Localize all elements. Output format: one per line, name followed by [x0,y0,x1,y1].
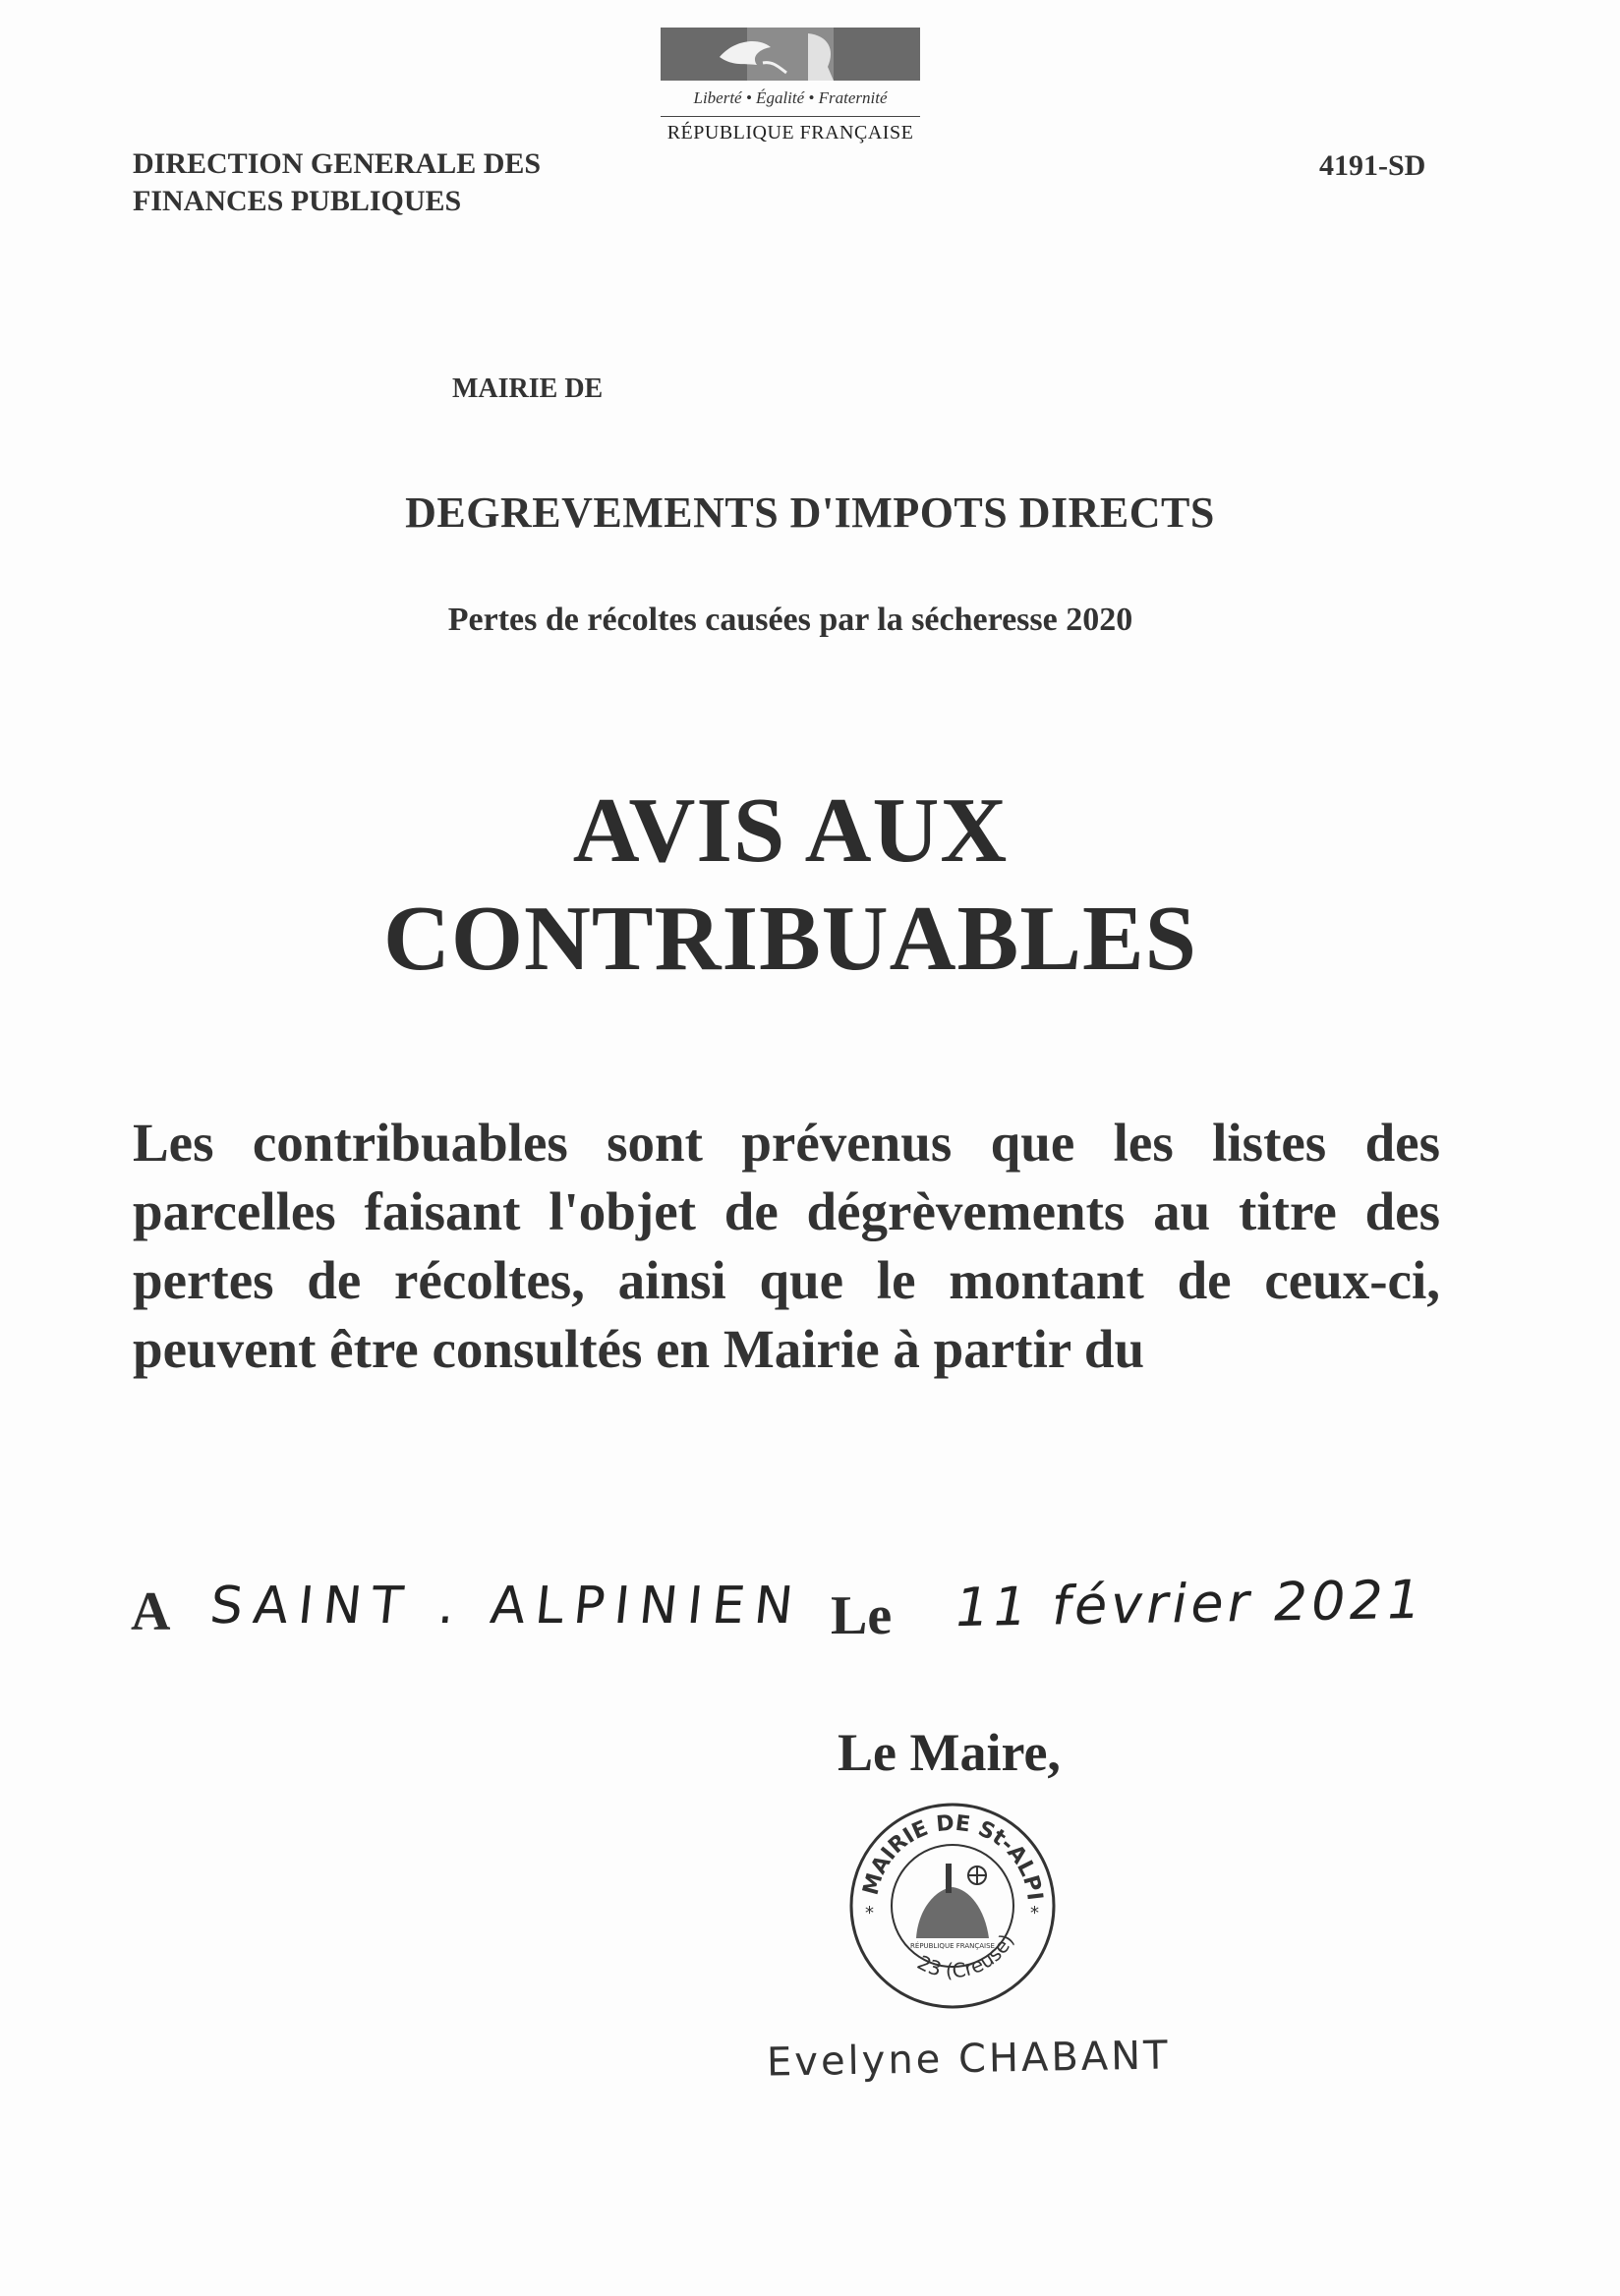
date-prefix: Le [831,1585,893,1646]
place-prefix: A [131,1581,171,1642]
svg-text:*: * [1030,1903,1039,1923]
marianne-emblem [661,28,920,81]
republic-motto: Liberté • Égalité • Fraternité [693,88,888,107]
signer-title: Le Maire, [838,1723,1061,1782]
stamp-text-top: MAIRIE DE St-ALPI [858,1810,1047,1902]
stamp-text-small: RÉPUBLIQUE FRANÇAISE [910,1942,995,1950]
title-line-2: CONTRIBUABLES [383,888,1197,990]
svg-text:*: * [865,1903,874,1923]
title-line-1: AVIS AUX [572,779,1009,882]
notice-title [0,776,1581,993]
republique-francaise-logo [661,28,920,149]
signature-name: Evelyne CHABANT [766,2033,1171,2086]
republic-name: RÉPUBLIQUE FRANÇAISE [666,122,914,144]
place-handwritten: SAINT . ALPINIEN [206,1577,806,1636]
logo-divider [661,116,920,117]
notice-body: Les contribuables sont prévenus que les listes des parcelles faisant l'objet de dégrèvements au titre des pertes de récoltes, ainsi que le montant de ceux-ci, peuvent être consultés en Mairie à partir du [133,1113,1440,1379]
issuer-name [133,145,644,220]
date-handwritten: 11 février 2021 [955,1568,1425,1639]
mairie-label: MAIRIE DE [452,373,604,404]
issuer-line-1: DIRECTION GENERALE DES [133,147,542,180]
notice-subheading: Pertes de récoltes causées par la sécheresse 2020 [447,602,1133,638]
issuer-line-2: FINANCES PUBLIQUES [133,185,462,217]
stamp-text-bottom: 23 (Creuse) [913,1929,1019,1983]
form-code: 4191-SD [1319,149,1426,182]
mairie-stamp [847,1801,1058,2011]
notice-heading: DEGREVEMENTS D'IMPOTS DIRECTS [405,488,1215,537]
